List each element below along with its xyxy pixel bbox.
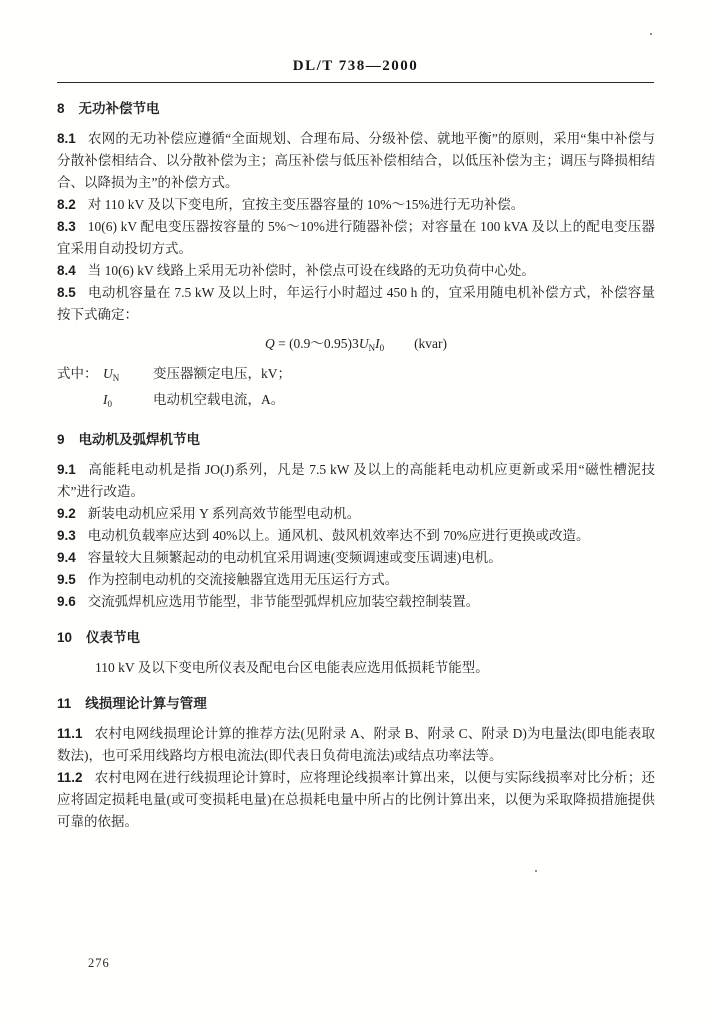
- section-11-heading: [57, 693, 655, 715]
- clause-number: 9.6: [57, 594, 76, 609]
- formula-u: U: [358, 336, 369, 351]
- section-11-number: 11: [57, 696, 72, 711]
- where-label-spacer: [57, 389, 103, 415]
- clause-11-2: [57, 767, 655, 833]
- formula-q: Q: [264, 336, 275, 351]
- clause-9-6: [57, 591, 655, 613]
- clause-number: 9.4: [57, 550, 76, 565]
- clause-text: 农网的无功补偿应遵循“全面规划、合理布局、分级补偿、就地平衡”的原则，采用“集中补偿与分散补偿相结合、以分散补偿为主；高压补偿与低压补偿相结合，以低压补偿为主；调压与降损相结合、以降损为主”的补偿方式。: [57, 131, 655, 190]
- clause-text: 电动机容量在 7.5 kW 及以上时，年运行小时超过 450 h 的，宜采用随电机补偿方式，补偿容量按下式确定：: [57, 285, 655, 322]
- symbol-i0: $I_0$: [103, 392, 112, 409]
- clause-number: 9.1: [57, 462, 76, 477]
- formula-equals: =: [274, 336, 290, 351]
- clause-text: 容量较大且频繁起动的电动机宜采用调速(变频调速或变压调速)电机。: [87, 550, 502, 565]
- formula-i: I: [375, 336, 380, 351]
- clause-text: 对 110 kV 及以下变电所，宜按主变压器容量的 10%～15%进行无功补偿。: [87, 197, 525, 212]
- clause-8-5: [57, 282, 655, 326]
- header-rule: [57, 82, 654, 83]
- document-code: DL/T 738—2000: [292, 58, 419, 74]
- clause-text: 新装电动机应采用 Y 系列高效节能型电动机。: [87, 506, 361, 521]
- scan-speck: [650, 33, 652, 35]
- formula-where-row-1: [57, 363, 655, 389]
- clause-number: 9.5: [57, 572, 76, 587]
- section-10-title: 仪表节电: [86, 630, 141, 645]
- clause-text: 电动机负载率应达到 40%以上。通风机、鼓风机效率达不到 70%应进行更换或改造。: [87, 528, 590, 543]
- clause-9-5: [57, 569, 655, 591]
- clause-8-1: [57, 128, 655, 194]
- formula-i-subscript: 0: [379, 343, 385, 353]
- clause-number: 8.1: [57, 131, 76, 146]
- clause-8-2: [57, 194, 655, 216]
- clause-text: 农村电网线损理论计算的推荐方法(见附录 A、附录 B、附录 C、附录 D)为电量法(即电能表取数法)，也可采用线路均方根电流法(即代表日负荷电流法)或结点功率法等。: [57, 726, 655, 763]
- symbol-i0-definition: 电动机空载电流，A。: [153, 392, 285, 407]
- clause-number: 9.3: [57, 528, 76, 543]
- clause-text: 交流弧焊机应选用节能型，非节能型弧焊机应加装空载控制装置。: [87, 594, 480, 609]
- clause-text: 当 10(6) kV 线路上采用无功补偿时，补偿点可设在线路的无功负荷中心处。: [87, 263, 535, 278]
- page-number: 276: [88, 956, 110, 970]
- scan-speck: [535, 870, 537, 872]
- section-9-number: 9: [57, 432, 65, 447]
- clause-text: 农村电网在进行线损理论计算时，应将理论线损率计算出来，以便与实际线损率对比分析；还应将固定损耗电量(或可变损耗电量)在总损耗电量中所占的比例计算出来，以便为采取降损措施提供可靠的依据。: [57, 770, 655, 829]
- clause-9-2: [57, 503, 655, 525]
- formula-coefficient: (0.9～0.95)3: [289, 336, 359, 351]
- section-10-number: 10: [57, 630, 73, 645]
- clause-8-3: [57, 216, 655, 260]
- formula-where-row-2: [57, 389, 655, 415]
- section-9-heading: [57, 429, 655, 451]
- section-10-body: 110 kV 及以下变电所仪表及配电台区电能表应选用低损耗节能型。: [95, 660, 489, 675]
- clause-number: 8.4: [57, 263, 76, 278]
- formula-u-subscript: N: [368, 343, 376, 353]
- formula-unit: (kvar): [414, 336, 448, 351]
- section-8-title: 无功补偿节电: [78, 101, 160, 116]
- clause-11-1: [57, 723, 655, 767]
- clause-number: 8.5: [57, 285, 76, 300]
- clause-9-1: [57, 459, 655, 503]
- compensation-capacity-formula: [57, 333, 655, 359]
- clause-9-4: [57, 547, 655, 569]
- page-header: [57, 58, 654, 83]
- document-content: [57, 98, 655, 833]
- section-10-heading: [57, 627, 655, 649]
- clause-number: 9.2: [57, 506, 76, 521]
- clause-number: 8.2: [57, 197, 76, 212]
- where-label: 式中：: [57, 366, 98, 381]
- clause-9-3: [57, 525, 655, 547]
- section-11-title: 线损理论计算与管理: [85, 696, 207, 711]
- clause-number: 11.2: [57, 770, 83, 785]
- section-8-number: 8: [57, 101, 65, 116]
- clause-text: 作为控制电动机的交流接触器宜选用无压运行方式。: [87, 572, 399, 587]
- section-8-heading: [57, 98, 655, 120]
- clause-text: 高能耗电动机是指 JO(J)系列，凡是 7.5 kW 及以上的高能耗电动机应更新或采用“磁性槽泥技术”进行改造。: [57, 462, 655, 499]
- symbol-un-definition: 变压器额定电压，kV；: [153, 366, 291, 381]
- clause-number: 11.1: [57, 726, 83, 741]
- section-9-title: 电动机及弧焊机节电: [78, 432, 201, 447]
- symbol-un: $U_N$: [103, 366, 120, 383]
- clause-8-4: [57, 260, 655, 282]
- clause-text: 10(6) kV 配电变压器按容量的 5%～10%进行随器补偿；对容量在 100 kVA 及以上的配电变压器宜采用自动投切方式。: [57, 219, 655, 256]
- clause-number: 8.3: [57, 219, 76, 234]
